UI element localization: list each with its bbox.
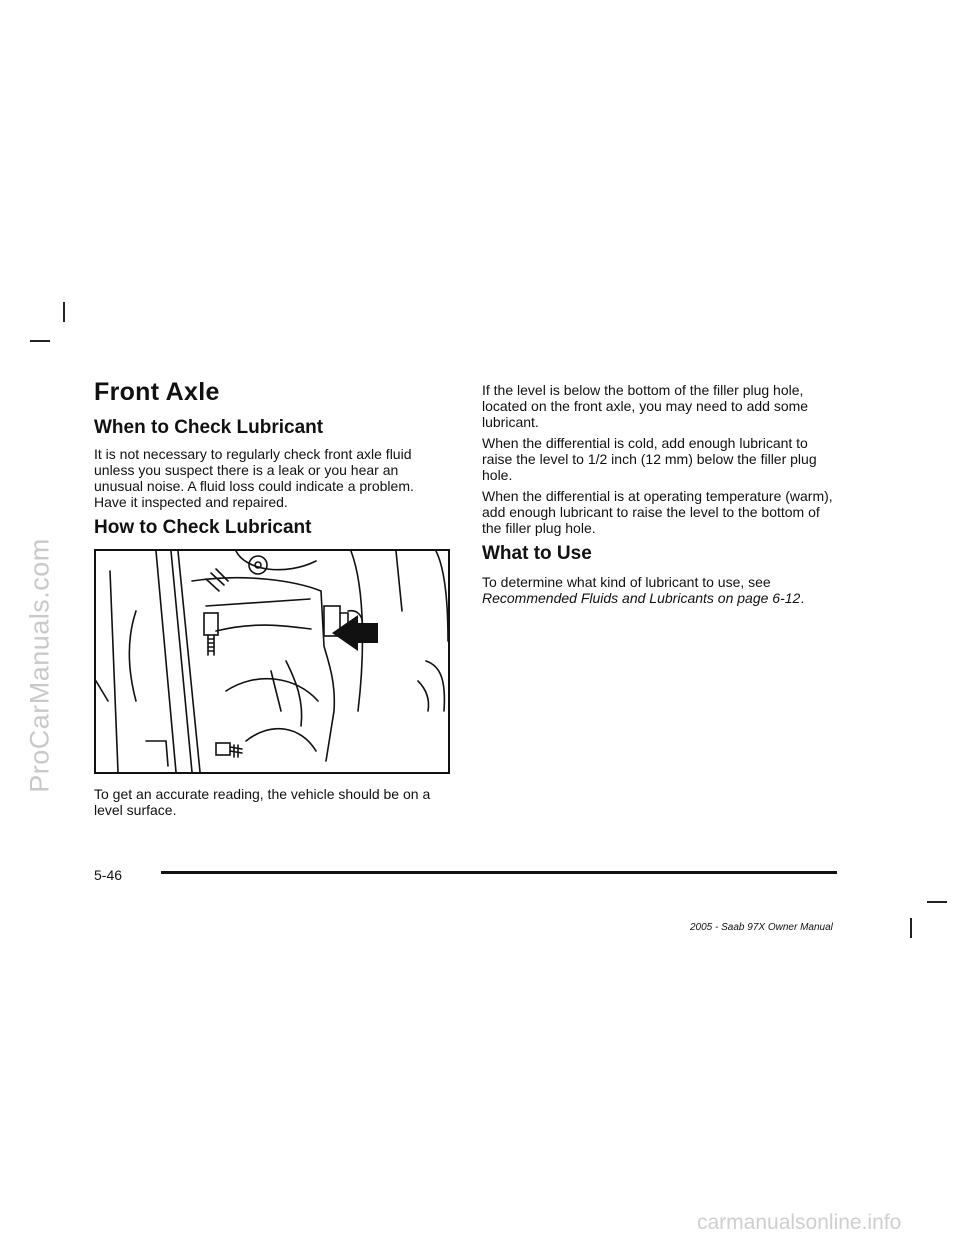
paragraph-level-below: If the level is below the bottom of the filler plug hole, located on the front axle, you may need to add some lubricant. [482, 382, 809, 430]
paragraph-what-to-use [482, 574, 834, 606]
front-axle-illustration [94, 549, 450, 774]
paragraph-when-to-check: It is not necessary to regularly check front axle fluid unless you suspect there is a leak or you hear an unusual noise. A fluid loss could indicate a problem. Have it inspected and repaired. [94, 446, 414, 510]
figure-caption: To get an accurate reading, the vehicle should be on a level surface. [94, 786, 431, 818]
paragraph-warm-differential: When the differential is at operating temperature (warm), add enough lubricant to raise the level to the bottom of the filler plug hole. [482, 488, 833, 536]
paragraph-cold-differential: When the differential is cold, add enough lubricant to raise the level to 1/2 inch (12 mm) below the filler plug hole. [482, 435, 817, 483]
recommended-fluids-reference: Recommended Fluids and Lubricants on page 6-12 [482, 590, 801, 606]
footer-rule [161, 871, 837, 874]
page-title: Front Axle [94, 378, 220, 406]
crop-mark-top-vertical [63, 302, 65, 322]
site-footer: carmanualsonline.info [697, 1211, 902, 1234]
heading-how-to-check: How to Check Lubricant [94, 517, 312, 538]
page-number: 5-46 [94, 867, 123, 883]
what-to-use-text: To determine what kind of lubricant to use, see [482, 574, 771, 590]
heading-when-to-check: When to Check Lubricant [94, 417, 324, 438]
heading-what-to-use: What to Use [482, 543, 592, 564]
watermark: ProCarManuals.com [24, 538, 55, 793]
manual-footer: 2005 - Saab 97X Owner Manual [690, 922, 833, 933]
crop-mark-top-horizontal [30, 340, 50, 342]
crop-mark-bottom-vertical [910, 918, 912, 938]
front-axle-drawing [96, 551, 448, 772]
crop-mark-bottom-horizontal [927, 901, 947, 903]
what-to-use-period: . [800, 590, 805, 606]
